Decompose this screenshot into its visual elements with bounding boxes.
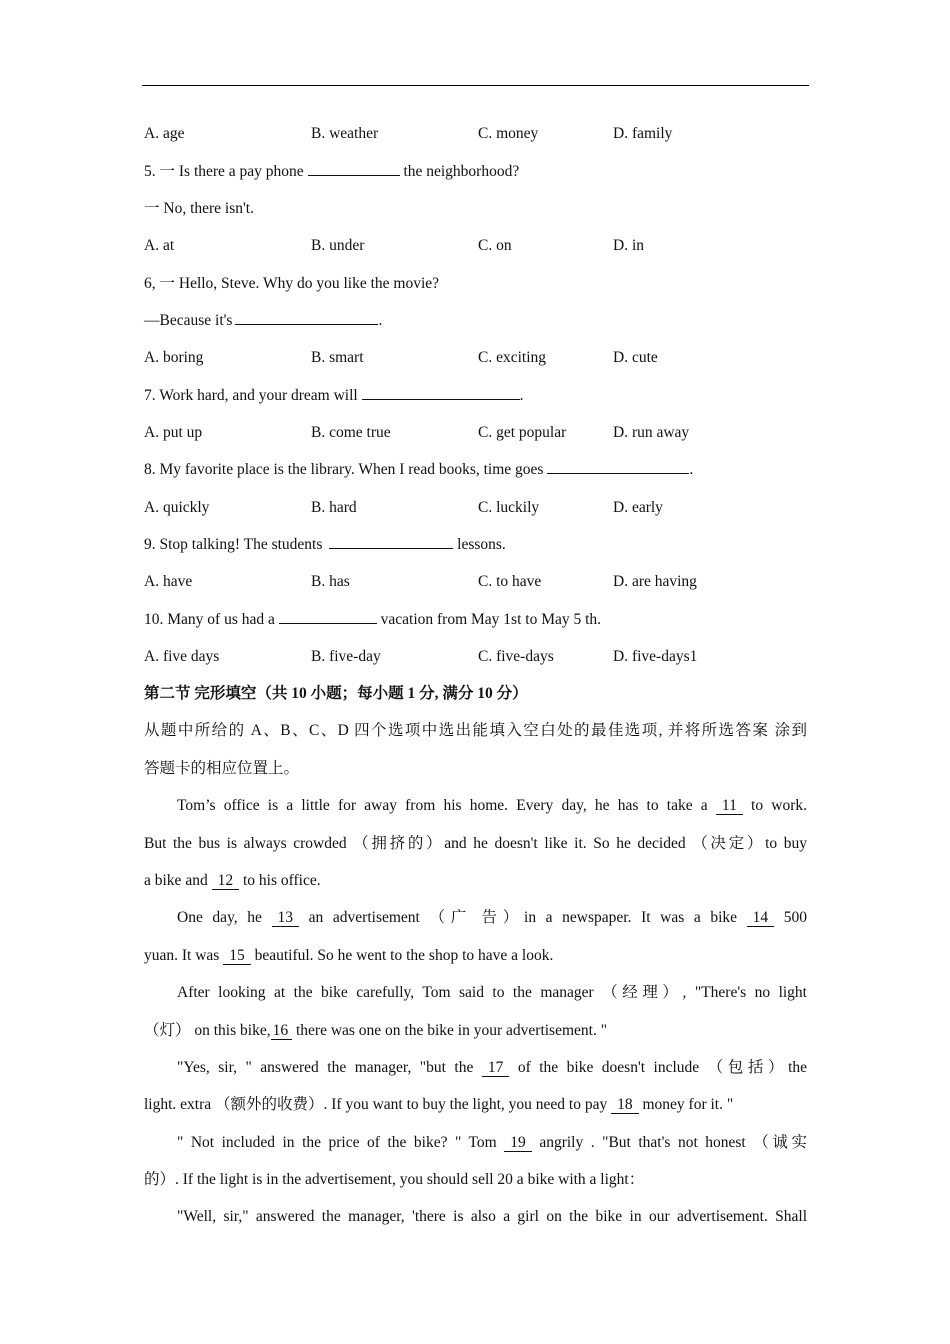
option-a[interactable]: A. five days xyxy=(144,648,220,665)
option-c[interactable]: C. five-days xyxy=(478,648,554,665)
question-8-stem: 8. My favorite place is the library. When I read books, time goes . xyxy=(144,461,694,478)
option-d[interactable]: D. in xyxy=(613,237,644,254)
question-6-stem: 6, 一 Hello, Steve. Why do you like the movie? xyxy=(144,275,440,292)
question-5-stem: 5. 一 Is there a pay phone the neighborhood? xyxy=(144,163,520,180)
blank-17: 17 xyxy=(482,1059,510,1077)
section-instructions-cont: 答题卡的相应位置上。 xyxy=(144,760,300,777)
blank-18: 18 xyxy=(611,1096,639,1114)
answer-blank xyxy=(362,399,520,400)
option-a[interactable]: A. boring xyxy=(144,349,204,366)
option-d[interactable]: D. family xyxy=(613,125,673,142)
option-d[interactable]: D. cute xyxy=(613,349,658,366)
question-9-stem: 9. Stop talking! The students lessons. xyxy=(144,536,506,553)
option-d[interactable]: D. early xyxy=(613,499,663,516)
blank-16: 16 xyxy=(271,1022,293,1040)
passage-line: "Well, sir," answered the manager, 'there is also a girl on the bike in our advertisement. Shall xyxy=(177,1208,807,1225)
answer-blank xyxy=(547,473,689,474)
option-d[interactable]: D. run away xyxy=(613,424,690,441)
blank-14: 14 xyxy=(747,909,775,927)
option-c[interactable]: C. get popular xyxy=(478,424,567,441)
section-instructions: 从题中所给的 A、B、C、D 四个选项中选出能填入空白处的最佳选项, 并将所选答案 涂到 xyxy=(144,722,807,739)
passage-line: yuan. It was 15 beautiful. So he went to the shop to have a look. xyxy=(144,947,554,964)
option-a[interactable]: A. at xyxy=(144,237,175,254)
passage-line: a bike and 12 to his office. xyxy=(144,872,321,889)
passage-line: 的）. If the light is in the advertisement, you should sell 20 a bike with a light： xyxy=(144,1171,645,1188)
option-a[interactable]: A. put up xyxy=(144,424,203,441)
question-10-stem: 10. Many of us had a vacation from May 1st to May 5 th. xyxy=(144,611,602,628)
passage-line: （灯） on this bike, 16 there was one on the bike in your advertisement. " xyxy=(144,1022,608,1039)
option-c[interactable]: C. to have xyxy=(478,573,542,590)
blank-12: 12 xyxy=(212,872,240,890)
blank-15: 15 xyxy=(223,947,251,965)
option-b[interactable]: B. has xyxy=(311,573,350,590)
blank-11: 11 xyxy=(716,797,743,815)
option-a[interactable]: A. age xyxy=(144,125,185,142)
option-b[interactable]: B. hard xyxy=(311,499,357,516)
blank-13: 13 xyxy=(272,909,300,927)
option-d[interactable]: D. five-days1 xyxy=(613,648,698,665)
passage-line: "Yes, sir, " answered the manager, "but the 17 of the bike doesn't include （包括）the xyxy=(177,1059,808,1076)
answer-blank xyxy=(235,324,378,325)
question-6-reply: —Because it's . xyxy=(144,312,383,329)
answer-blank xyxy=(329,548,453,549)
option-c[interactable]: C. on xyxy=(478,237,512,254)
option-b[interactable]: B. smart xyxy=(311,349,364,366)
option-a[interactable]: A. have xyxy=(144,573,193,590)
option-a[interactable]: A. quickly xyxy=(144,499,210,516)
header-rule xyxy=(142,85,809,86)
question-7-stem: 7. Work hard, and your dream will . xyxy=(144,387,524,404)
option-c[interactable]: C. exciting xyxy=(478,349,547,366)
option-d[interactable]: D. are having xyxy=(613,573,697,590)
option-c[interactable]: C. money xyxy=(478,125,539,142)
passage-line: light. extra （额外的收费）. If you want to buy the light, you need to pay 18 money for it. " xyxy=(144,1096,734,1113)
passage-line: Tom’s office is a little for away from his home. Every day, he has to take a 11 to work. xyxy=(177,797,808,814)
option-b[interactable]: B. come true xyxy=(311,424,391,441)
passage-line: But the bus is always crowded （拥挤的）and he doesn't like it. So he decided （决定）to buy xyxy=(144,835,807,852)
section-heading: 第二节 完形填空（共 10 小题；每小题 1 分, 满分 10 分） xyxy=(144,685,528,702)
question-5-reply: 一 No, there isn't. xyxy=(144,200,254,217)
passage-line: One day, he 13 an advertisement （广 告）in a newspaper. It was a bike 14 500 xyxy=(177,909,808,926)
option-b[interactable]: B. weather xyxy=(311,125,379,142)
option-c[interactable]: C. luckily xyxy=(478,499,540,516)
answer-blank xyxy=(308,175,400,176)
answer-blank xyxy=(279,623,377,624)
blank-19: 19 xyxy=(504,1134,532,1152)
passage-line: " Not included in the price of the bike? " Tom 19 angrily . "But that's not honest （诚实 xyxy=(177,1134,808,1151)
option-b[interactable]: B. under xyxy=(311,237,365,254)
passage-line: After looking at the bike carefully, Tom said to the manager （经理）, "There's no light xyxy=(177,984,807,1001)
option-b[interactable]: B. five-day xyxy=(311,648,381,665)
